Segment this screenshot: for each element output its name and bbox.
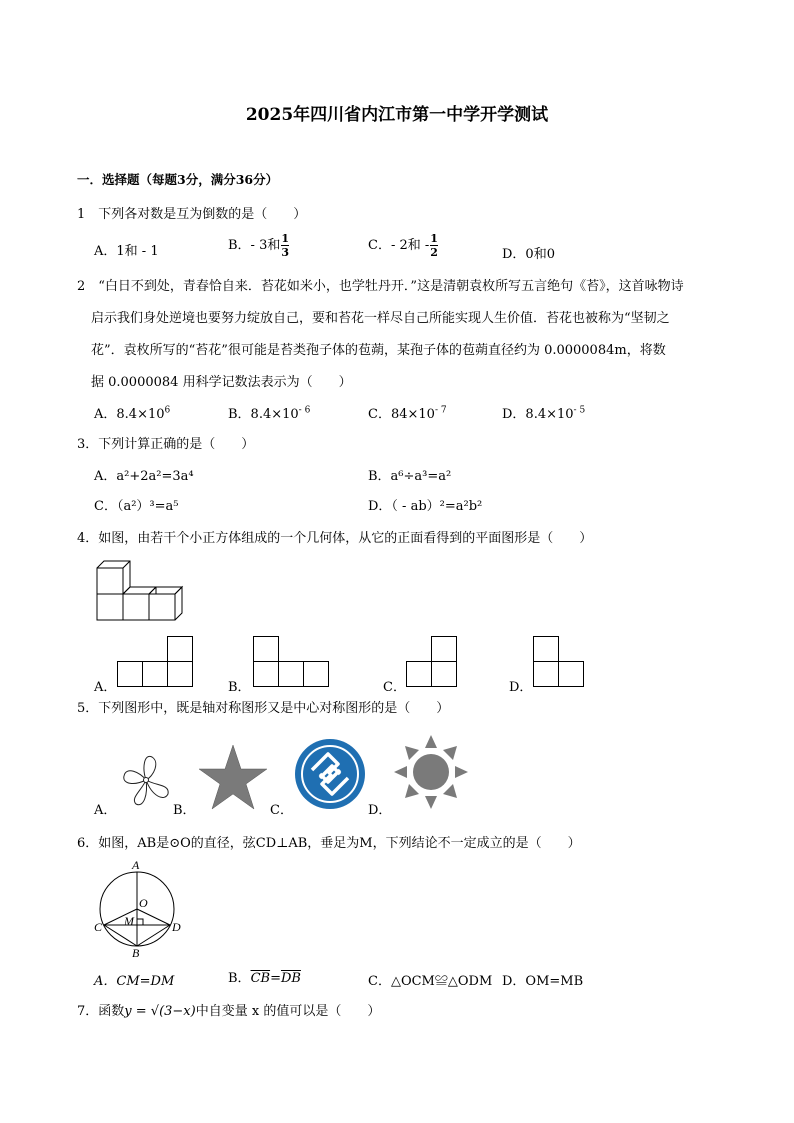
- q5-option-c-label: C．: [270, 803, 293, 818]
- q1-option-a: A．1和 - 1: [94, 244, 159, 259]
- point-m-label: M: [124, 914, 134, 928]
- q2-option-a: A．$8.4\times 10^6$: [94, 405, 171, 422]
- q1-c-fraction: $\frac{1}{2}$: [430, 232, 438, 259]
- q2-line-4: 据 0.0000084 用科学记数法表示为（ ）: [91, 375, 352, 390]
- q2-line-2: 启示我们身处逆境也要努力绽放自己，要和苔花一样尽自己所能实现人生价值．苔花也被称为“坚韧之: [91, 311, 670, 326]
- china-mobile-logo-icon: [294, 738, 366, 810]
- q2-option-b: B．$8.4\times 10^{- 6}$: [228, 405, 311, 422]
- q4-option-c-figure: [406, 636, 459, 688]
- q1-b-fraction: $\frac{1}{3}$: [281, 232, 290, 259]
- q4-option-d-figure: [533, 636, 586, 688]
- q4-option-a-label: A．: [94, 680, 117, 695]
- page-title: 2025年四川省内江市第一中学开学测试: [245, 105, 549, 125]
- q2-line-3: 花”．袁枚所写的“苔花”很可能是苔类孢子体的苞蒴，某孢子体的苞蒴直径约为 0.0000084m，将数: [91, 343, 666, 358]
- q3-option-c: C．（a²）³=a⁵: [94, 499, 179, 514]
- q5-option-a-label: A．: [94, 803, 117, 818]
- q1-option-d: D．0和0: [502, 247, 555, 262]
- q4-solid-figure: [94, 560, 204, 622]
- point-b-label: B: [132, 946, 140, 960]
- arc-db: $\overline{DB}$: [280, 971, 301, 986]
- q7-formula: y = √(3−x): [124, 1004, 196, 1019]
- star-icon: [198, 744, 268, 810]
- sun-icon: [393, 734, 469, 810]
- q2-line-1: 2 “白日不到处，青春恰自来．苔花如米小，也学牡丹开．”这是清朝袁枚所写五言绝句《苔》，这首咏物诗: [77, 279, 684, 294]
- q4-option-c-label: C．: [383, 680, 406, 695]
- q1-option-c: C．- 2和 - $\frac{1}{2}$: [368, 232, 438, 259]
- question-6-stem: 6．如图，AB是⊙O的直径，弦CD⊥AB，垂足为M，下列结论不一定成立的是（ ）: [77, 836, 581, 851]
- question-4-stem: 4．如图，由若干个小正方体组成的一个几何体，从它的正面看得到的平面图形是（ ）: [77, 531, 593, 546]
- q3-option-d: D．（ - ab）²=a²b²: [368, 499, 483, 514]
- q4-option-a-figure: [117, 636, 195, 688]
- q6-option-c: C．△OCM≌△ODM: [368, 974, 493, 989]
- q2-option-d: D．$8.4\times 10^{- 5}$: [502, 405, 586, 422]
- q6-circle-diagram: [92, 857, 187, 959]
- point-a-label: A: [132, 858, 140, 872]
- q3-option-a: A．a²+2a²=3a⁴: [94, 469, 194, 484]
- fan-blade-icon: [118, 752, 174, 808]
- question-5-stem: 5．下列图形中，既是轴对称图形又是中心对称图形的是（ ）: [77, 701, 450, 716]
- q5-option-b-label: B．: [173, 803, 196, 818]
- q5-option-d-label: D．: [368, 803, 392, 818]
- q4-option-b-figure: [253, 636, 331, 688]
- section-heading: 一．选择题（每题3分，满分36分）: [77, 172, 279, 187]
- q2-option-c: C．$84\times 10^{- 7}$: [368, 405, 447, 422]
- question-3-stem: 3．下列计算正确的是（ ）: [77, 437, 255, 452]
- point-o-label: O: [139, 896, 148, 910]
- q6-option-d: D．OM=MB: [502, 974, 584, 989]
- question-1-stem: 1 下列各对数是互为倒数的是（ ）: [77, 207, 307, 222]
- arc-cb: $\overline{CB}$: [250, 971, 271, 986]
- question-7-stem: 7．函数y = √(3−x)中自变量 x 的值可以是（ ）: [77, 1004, 381, 1019]
- q1-option-b: B．- 3和 $\frac{1}{3}$: [228, 232, 290, 259]
- point-c-label: C: [94, 920, 103, 934]
- point-d-label: D: [172, 920, 181, 934]
- q6-option-a: A．CM=DM: [94, 974, 175, 989]
- q4-option-d-label: D．: [509, 680, 533, 695]
- q4-option-b-label: B．: [228, 680, 251, 695]
- q6-option-b: B．$\overline{CB}=\overline{DB}$: [228, 971, 301, 986]
- q3-option-b: B．a⁶÷a³=a²: [368, 469, 452, 484]
